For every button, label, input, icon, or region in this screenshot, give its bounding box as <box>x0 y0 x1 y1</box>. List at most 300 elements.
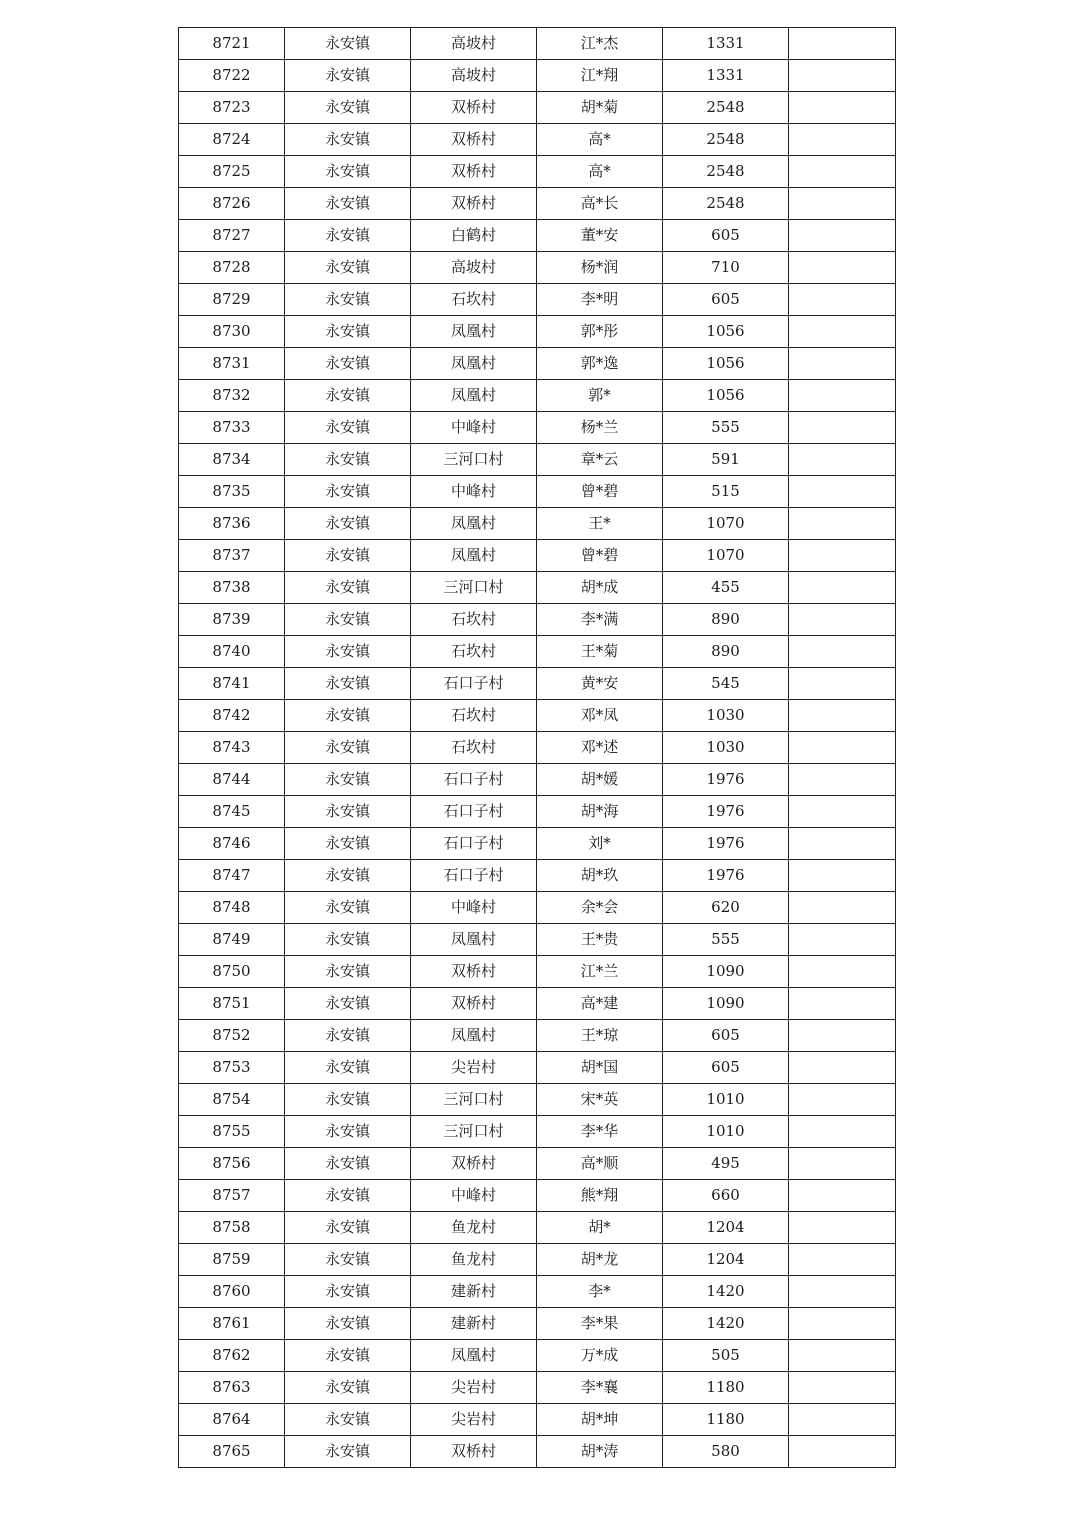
name-cell: 高*建 <box>537 988 663 1020</box>
serial-number-cell: 8764 <box>179 1404 285 1436</box>
table-row <box>179 732 896 764</box>
table-row <box>179 1212 896 1244</box>
amount-cell: 1420 <box>663 1276 789 1308</box>
amount-cell: 1090 <box>663 956 789 988</box>
village-cell: 凤凰村 <box>411 380 537 412</box>
village-cell: 三河口村 <box>411 1116 537 1148</box>
table-row <box>179 604 896 636</box>
village-cell: 三河口村 <box>411 1084 537 1116</box>
name-cell: 胡*海 <box>537 796 663 828</box>
table-row <box>179 924 896 956</box>
table-row <box>179 1340 896 1372</box>
amount-cell: 1420 <box>663 1308 789 1340</box>
serial-number-cell: 8761 <box>179 1308 285 1340</box>
table-row <box>179 1148 896 1180</box>
town-cell: 永安镇 <box>285 1308 411 1340</box>
table-row <box>179 828 896 860</box>
serial-number-cell: 8734 <box>179 444 285 476</box>
village-cell: 三河口村 <box>411 572 537 604</box>
table-row <box>179 1020 896 1052</box>
table-row <box>179 252 896 284</box>
table-row <box>179 572 896 604</box>
amount-cell: 2548 <box>663 92 789 124</box>
name-cell: 熊*翔 <box>537 1180 663 1212</box>
town-cell: 永安镇 <box>285 28 411 60</box>
amount-cell: 1976 <box>663 828 789 860</box>
name-cell: 李* <box>537 1276 663 1308</box>
name-cell: 胡*涛 <box>537 1436 663 1468</box>
remark-cell <box>789 1212 896 1244</box>
table-row <box>179 764 896 796</box>
village-cell: 鱼龙村 <box>411 1212 537 1244</box>
remark-cell <box>789 1148 896 1180</box>
table-row <box>179 60 896 92</box>
amount-cell: 1056 <box>663 348 789 380</box>
name-cell: 李*明 <box>537 284 663 316</box>
village-cell: 石坎村 <box>411 284 537 316</box>
amount-cell: 1070 <box>663 508 789 540</box>
name-cell: 杨*兰 <box>537 412 663 444</box>
table-row <box>179 860 896 892</box>
town-cell: 永安镇 <box>285 700 411 732</box>
remark-cell <box>789 508 896 540</box>
document-page <box>178 27 896 1468</box>
village-cell: 尖岩村 <box>411 1372 537 1404</box>
remark-cell <box>789 700 896 732</box>
serial-number-cell: 8755 <box>179 1116 285 1148</box>
table-row <box>179 124 896 156</box>
town-cell: 永安镇 <box>285 540 411 572</box>
table-row <box>179 1308 896 1340</box>
table-row <box>179 1052 896 1084</box>
town-cell: 永安镇 <box>285 156 411 188</box>
name-cell: 胡*国 <box>537 1052 663 1084</box>
town-cell: 永安镇 <box>285 60 411 92</box>
village-cell: 石口子村 <box>411 828 537 860</box>
remark-cell <box>789 604 896 636</box>
serial-number-cell: 8751 <box>179 988 285 1020</box>
table-row <box>179 412 896 444</box>
remark-cell <box>789 540 896 572</box>
amount-cell: 890 <box>663 604 789 636</box>
amount-cell: 1090 <box>663 988 789 1020</box>
table-row <box>179 1116 896 1148</box>
serial-number-cell: 8744 <box>179 764 285 796</box>
town-cell: 永安镇 <box>285 444 411 476</box>
name-cell: 刘* <box>537 828 663 860</box>
table-row <box>179 28 896 60</box>
amount-cell: 2548 <box>663 188 789 220</box>
serial-number-cell: 8721 <box>179 28 285 60</box>
serial-number-cell: 8733 <box>179 412 285 444</box>
table-row <box>179 636 896 668</box>
village-cell: 高坡村 <box>411 60 537 92</box>
name-cell: 李*襄 <box>537 1372 663 1404</box>
town-cell: 永安镇 <box>285 252 411 284</box>
village-cell: 中峰村 <box>411 412 537 444</box>
serial-number-cell: 8730 <box>179 316 285 348</box>
amount-cell: 1976 <box>663 860 789 892</box>
village-cell: 石坎村 <box>411 604 537 636</box>
roster-table-body <box>179 28 896 1468</box>
village-cell: 双桥村 <box>411 156 537 188</box>
amount-cell: 1070 <box>663 540 789 572</box>
name-cell: 董*安 <box>537 220 663 252</box>
remark-cell <box>789 1052 896 1084</box>
serial-number-cell: 8738 <box>179 572 285 604</box>
village-cell: 双桥村 <box>411 124 537 156</box>
serial-number-cell: 8725 <box>179 156 285 188</box>
name-cell: 胡*成 <box>537 572 663 604</box>
table-row <box>179 444 896 476</box>
serial-number-cell: 8752 <box>179 1020 285 1052</box>
village-cell: 中峰村 <box>411 1180 537 1212</box>
serial-number-cell: 8758 <box>179 1212 285 1244</box>
name-cell: 郭*彤 <box>537 316 663 348</box>
remark-cell <box>789 892 896 924</box>
town-cell: 永安镇 <box>285 1372 411 1404</box>
serial-number-cell: 8726 <box>179 188 285 220</box>
remark-cell <box>789 1308 896 1340</box>
table-row <box>179 1404 896 1436</box>
town-cell: 永安镇 <box>285 572 411 604</box>
village-cell: 石口子村 <box>411 764 537 796</box>
serial-number-cell: 8746 <box>179 828 285 860</box>
name-cell: 江*兰 <box>537 956 663 988</box>
amount-cell: 545 <box>663 668 789 700</box>
serial-number-cell: 8737 <box>179 540 285 572</box>
amount-cell: 605 <box>663 1052 789 1084</box>
name-cell: 郭*逸 <box>537 348 663 380</box>
table-row <box>179 700 896 732</box>
serial-number-cell: 8722 <box>179 60 285 92</box>
town-cell: 永安镇 <box>285 412 411 444</box>
name-cell: 高*长 <box>537 188 663 220</box>
amount-cell: 605 <box>663 1020 789 1052</box>
village-cell: 白鹤村 <box>411 220 537 252</box>
town-cell: 永安镇 <box>285 220 411 252</box>
remark-cell <box>789 156 896 188</box>
remark-cell <box>789 1276 896 1308</box>
village-cell: 石坎村 <box>411 700 537 732</box>
town-cell: 永安镇 <box>285 604 411 636</box>
serial-number-cell: 8760 <box>179 1276 285 1308</box>
remark-cell <box>789 220 896 252</box>
name-cell: 高*顺 <box>537 1148 663 1180</box>
serial-number-cell: 8731 <box>179 348 285 380</box>
village-cell: 高坡村 <box>411 28 537 60</box>
village-cell: 石坎村 <box>411 636 537 668</box>
amount-cell: 1976 <box>663 764 789 796</box>
serial-number-cell: 8742 <box>179 700 285 732</box>
remark-cell <box>789 956 896 988</box>
name-cell: 曾*碧 <box>537 476 663 508</box>
table-row <box>179 316 896 348</box>
town-cell: 永安镇 <box>285 380 411 412</box>
town-cell: 永安镇 <box>285 508 411 540</box>
remark-cell <box>789 188 896 220</box>
serial-number-cell: 8745 <box>179 796 285 828</box>
serial-number-cell: 8728 <box>179 252 285 284</box>
town-cell: 永安镇 <box>285 92 411 124</box>
name-cell: 高* <box>537 124 663 156</box>
town-cell: 永安镇 <box>285 924 411 956</box>
village-cell: 石口子村 <box>411 796 537 828</box>
serial-number-cell: 8741 <box>179 668 285 700</box>
remark-cell <box>789 1340 896 1372</box>
name-cell: 江*翔 <box>537 60 663 92</box>
remark-cell <box>789 1404 896 1436</box>
remark-cell <box>789 796 896 828</box>
amount-cell: 710 <box>663 252 789 284</box>
name-cell: 胡*菊 <box>537 92 663 124</box>
remark-cell <box>789 252 896 284</box>
remark-cell <box>789 636 896 668</box>
name-cell: 宋*英 <box>537 1084 663 1116</box>
table-row <box>179 1084 896 1116</box>
remark-cell <box>789 828 896 860</box>
serial-number-cell: 8743 <box>179 732 285 764</box>
town-cell: 永安镇 <box>285 1276 411 1308</box>
village-cell: 双桥村 <box>411 188 537 220</box>
table-row <box>179 668 896 700</box>
remark-cell <box>789 732 896 764</box>
table-row <box>179 380 896 412</box>
amount-cell: 455 <box>663 572 789 604</box>
name-cell: 胡*龙 <box>537 1244 663 1276</box>
remark-cell <box>789 988 896 1020</box>
village-cell: 尖岩村 <box>411 1052 537 1084</box>
town-cell: 永安镇 <box>285 476 411 508</box>
town-cell: 永安镇 <box>285 124 411 156</box>
name-cell: 江*杰 <box>537 28 663 60</box>
name-cell: 万*成 <box>537 1340 663 1372</box>
amount-cell: 620 <box>663 892 789 924</box>
amount-cell: 555 <box>663 412 789 444</box>
name-cell: 胡*媛 <box>537 764 663 796</box>
town-cell: 永安镇 <box>285 1340 411 1372</box>
amount-cell: 1180 <box>663 1404 789 1436</box>
remark-cell <box>789 380 896 412</box>
town-cell: 永安镇 <box>285 956 411 988</box>
serial-number-cell: 8729 <box>179 284 285 316</box>
serial-number-cell: 8735 <box>179 476 285 508</box>
town-cell: 永安镇 <box>285 988 411 1020</box>
amount-cell: 591 <box>663 444 789 476</box>
town-cell: 永安镇 <box>285 1084 411 1116</box>
table-row <box>179 1372 896 1404</box>
town-cell: 永安镇 <box>285 1116 411 1148</box>
town-cell: 永安镇 <box>285 860 411 892</box>
amount-cell: 1056 <box>663 380 789 412</box>
serial-number-cell: 8756 <box>179 1148 285 1180</box>
village-cell: 鱼龙村 <box>411 1244 537 1276</box>
name-cell: 李*果 <box>537 1308 663 1340</box>
table-row <box>179 476 896 508</box>
amount-cell: 1030 <box>663 732 789 764</box>
village-cell: 凤凰村 <box>411 1340 537 1372</box>
amount-cell: 1331 <box>663 28 789 60</box>
amount-cell: 890 <box>663 636 789 668</box>
amount-cell: 1010 <box>663 1084 789 1116</box>
table-row <box>179 540 896 572</box>
serial-number-cell: 8753 <box>179 1052 285 1084</box>
serial-number-cell: 8765 <box>179 1436 285 1468</box>
amount-cell: 660 <box>663 1180 789 1212</box>
village-cell: 凤凰村 <box>411 540 537 572</box>
roster-table <box>178 27 896 1468</box>
name-cell: 邓*凤 <box>537 700 663 732</box>
amount-cell: 2548 <box>663 156 789 188</box>
village-cell: 双桥村 <box>411 956 537 988</box>
remark-cell <box>789 572 896 604</box>
amount-cell: 1030 <box>663 700 789 732</box>
remark-cell <box>789 1084 896 1116</box>
serial-number-cell: 8736 <box>179 508 285 540</box>
remark-cell <box>789 860 896 892</box>
name-cell: 李*华 <box>537 1116 663 1148</box>
remark-cell <box>789 1116 896 1148</box>
table-row <box>179 1180 896 1212</box>
table-row <box>179 1276 896 1308</box>
name-cell: 章*云 <box>537 444 663 476</box>
amount-cell: 1204 <box>663 1212 789 1244</box>
remark-cell <box>789 316 896 348</box>
table-row <box>179 1244 896 1276</box>
serial-number-cell: 8763 <box>179 1372 285 1404</box>
remark-cell <box>789 124 896 156</box>
amount-cell: 605 <box>663 284 789 316</box>
serial-number-cell: 8762 <box>179 1340 285 1372</box>
serial-number-cell: 8757 <box>179 1180 285 1212</box>
town-cell: 永安镇 <box>285 1020 411 1052</box>
remark-cell <box>789 412 896 444</box>
remark-cell <box>789 1180 896 1212</box>
table-row <box>179 220 896 252</box>
town-cell: 永安镇 <box>285 1436 411 1468</box>
name-cell: 胡* <box>537 1212 663 1244</box>
remark-cell <box>789 348 896 380</box>
serial-number-cell: 8740 <box>179 636 285 668</box>
serial-number-cell: 8759 <box>179 1244 285 1276</box>
table-row <box>179 92 896 124</box>
name-cell: 黄*安 <box>537 668 663 700</box>
amount-cell: 1056 <box>663 316 789 348</box>
town-cell: 永安镇 <box>285 732 411 764</box>
serial-number-cell: 8754 <box>179 1084 285 1116</box>
table-row <box>179 188 896 220</box>
town-cell: 永安镇 <box>285 796 411 828</box>
town-cell: 永安镇 <box>285 1148 411 1180</box>
town-cell: 永安镇 <box>285 348 411 380</box>
town-cell: 永安镇 <box>285 1180 411 1212</box>
table-row <box>179 156 896 188</box>
town-cell: 永安镇 <box>285 1244 411 1276</box>
amount-cell: 505 <box>663 1340 789 1372</box>
village-cell: 凤凰村 <box>411 348 537 380</box>
name-cell: 郭* <box>537 380 663 412</box>
name-cell: 曾*碧 <box>537 540 663 572</box>
town-cell: 永安镇 <box>285 636 411 668</box>
village-cell: 双桥村 <box>411 1148 537 1180</box>
table-row <box>179 796 896 828</box>
remark-cell <box>789 1020 896 1052</box>
remark-cell <box>789 284 896 316</box>
table-row <box>179 284 896 316</box>
name-cell: 王*琼 <box>537 1020 663 1052</box>
table-row <box>179 508 896 540</box>
remark-cell <box>789 1244 896 1276</box>
town-cell: 永安镇 <box>285 764 411 796</box>
amount-cell: 605 <box>663 220 789 252</box>
table-row <box>179 348 896 380</box>
name-cell: 王*贵 <box>537 924 663 956</box>
village-cell: 双桥村 <box>411 988 537 1020</box>
village-cell: 凤凰村 <box>411 924 537 956</box>
town-cell: 永安镇 <box>285 892 411 924</box>
amount-cell: 495 <box>663 1148 789 1180</box>
remark-cell <box>789 1372 896 1404</box>
village-cell: 双桥村 <box>411 1436 537 1468</box>
table-row <box>179 988 896 1020</box>
village-cell: 凤凰村 <box>411 1020 537 1052</box>
name-cell: 胡*玖 <box>537 860 663 892</box>
name-cell: 余*会 <box>537 892 663 924</box>
village-cell: 建新村 <box>411 1308 537 1340</box>
remark-cell <box>789 1436 896 1468</box>
village-cell: 凤凰村 <box>411 508 537 540</box>
amount-cell: 1331 <box>663 60 789 92</box>
village-cell: 凤凰村 <box>411 316 537 348</box>
village-cell: 双桥村 <box>411 92 537 124</box>
serial-number-cell: 8724 <box>179 124 285 156</box>
amount-cell: 1010 <box>663 1116 789 1148</box>
village-cell: 建新村 <box>411 1276 537 1308</box>
remark-cell <box>789 764 896 796</box>
town-cell: 永安镇 <box>285 1212 411 1244</box>
village-cell: 尖岩村 <box>411 1404 537 1436</box>
remark-cell <box>789 668 896 700</box>
table-row <box>179 892 896 924</box>
remark-cell <box>789 924 896 956</box>
town-cell: 永安镇 <box>285 284 411 316</box>
amount-cell: 1976 <box>663 796 789 828</box>
town-cell: 永安镇 <box>285 1052 411 1084</box>
village-cell: 石口子村 <box>411 668 537 700</box>
serial-number-cell: 8723 <box>179 92 285 124</box>
amount-cell: 580 <box>663 1436 789 1468</box>
remark-cell <box>789 28 896 60</box>
village-cell: 三河口村 <box>411 444 537 476</box>
amount-cell: 1180 <box>663 1372 789 1404</box>
name-cell: 李*满 <box>537 604 663 636</box>
town-cell: 永安镇 <box>285 828 411 860</box>
serial-number-cell: 8748 <box>179 892 285 924</box>
amount-cell: 515 <box>663 476 789 508</box>
serial-number-cell: 8727 <box>179 220 285 252</box>
village-cell: 中峰村 <box>411 476 537 508</box>
remark-cell <box>789 60 896 92</box>
serial-number-cell: 8749 <box>179 924 285 956</box>
village-cell: 中峰村 <box>411 892 537 924</box>
table-row <box>179 956 896 988</box>
village-cell: 高坡村 <box>411 252 537 284</box>
name-cell: 高* <box>537 156 663 188</box>
name-cell: 胡*坤 <box>537 1404 663 1436</box>
remark-cell <box>789 444 896 476</box>
name-cell: 王*菊 <box>537 636 663 668</box>
name-cell: 邓*述 <box>537 732 663 764</box>
